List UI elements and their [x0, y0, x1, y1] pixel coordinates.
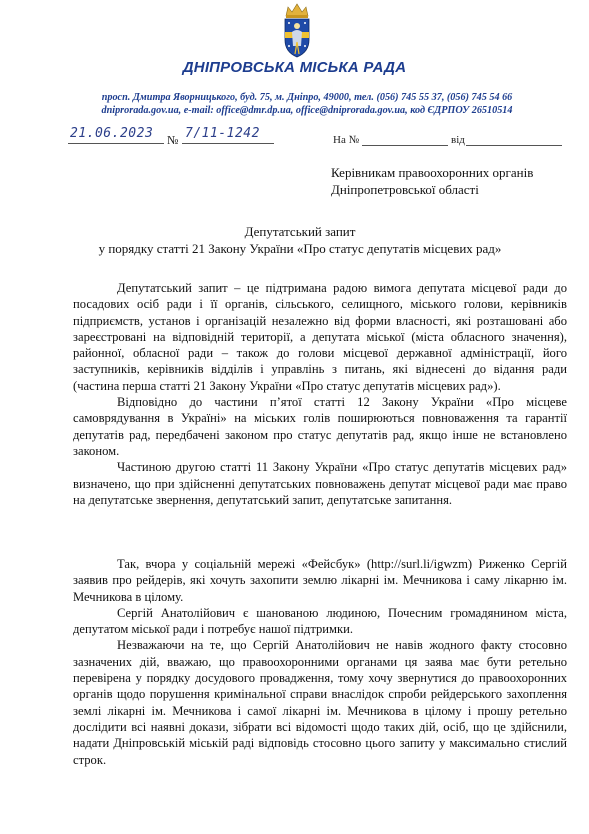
dnipro-coat-of-arms-icon — [280, 2, 314, 58]
recipient-line-1: Керівникам правоохоронних органів — [331, 165, 534, 180]
recipient-block — [331, 164, 571, 198]
organization-name: ДНІПРОВСЬКА МІСЬКА РАДА — [182, 59, 407, 76]
paragraph-6: Незважаючи на те, що Сергій Анатолійович не навів жодного факту стосовно зазначених дій, вважаю, що правоохоронними органами ця заява має бути ретельно перевірена у порядку досудового провадження, тому хочу звернутися до правоохоронних органів щодо порушення кримінальної справи внаслідок спроби рейдерського захоплення землі лікарні ім. Мечникова і самої лікарні ім. Мечникова в цілому і прошу ретельно дослідити всі наявні докази, зібрати всі відомості щодо таких дій, осіб, що це здійснили, надати Дніпровській міській раді відповідь стосовно цього запиту у максимально стислий строк. — [73, 638, 567, 767]
body-section-1 — [73, 280, 567, 508]
na-label: На № — [333, 134, 360, 146]
date-underline — [68, 143, 164, 144]
vid-date-line — [466, 145, 562, 146]
letter-date: 21.06.2023 — [70, 126, 154, 141]
letter-number: 7/11-1242 — [185, 126, 260, 141]
na-number-line — [362, 145, 448, 146]
address-line-1: просп. Дмитра Яворницького, буд. 75, м. Дніпро, 49000, тел. (056) 745 55 37, (056) 745 54 66 — [101, 92, 513, 103]
document-subtitle: у порядку статті 21 Закону України «Про статус депутатів місцевих рад» — [98, 241, 502, 256]
paragraph-5: Сергій Анатолійович є шанованою людиною, Почесним громадянином міста, депутатом міської ради і потребує нашої підтримки. — [73, 605, 567, 637]
paragraph-4: Так, вчора у соціальній мережі «Фейсбук» (http://surl.li/igwzm) Риженко Сергій заявив про рейдерів, які хочуть захопити землю лікарні ім. Мечникова і саму лікарню ім. Мечникова в цілому. — [73, 557, 567, 604]
paragraph-2: Відповідно до частини п’ятої статті 12 Закону України «Про місцеве самоврядування в Україні» на міських голів поширюються повноваження та гарантії депутатів рад, передбачені законом про статус депутатів рад, якщо інше не встановлено законом. — [73, 395, 567, 458]
paragraph-1: Депутатський запит – це підтримана радою вимога депутата місцевої ради до посадових осіб ради і її органів, сільського, селищного, міського голови, керівників підприємств, установ і організацій незалежно від форми власності, які розташовані або зареєстровані на відповідній території, а депутата міської (міста обласного значення), районної, обласної ради – також до голови місцевої державної адміністрації, його заступників, керівників відділів і управлінь з питань, які віднесені до відання ради (частина перша статті 21 Закону України «Про статус депутатів місцевих рад»). — [73, 281, 567, 393]
address-line-2: dniprorada.gov.ua, e-mail: office@dmr.dp.ua, office@dniprorada.gov.ua, код ЄДРПОУ 26510514 — [101, 105, 513, 116]
vid-label: від — [451, 134, 465, 146]
number-sign: № — [167, 133, 179, 147]
recipient-line-2: Дніпропетровської області — [331, 182, 479, 197]
document-title: Депутатський запит — [244, 224, 356, 239]
number-underline — [182, 143, 274, 144]
body-section-2 — [73, 556, 567, 768]
paragraph-3: Частиною другою статті 11 Закону України «Про статус депутатів місцевих рад» визначено, що при здійсненні депутатських повноважень депутат місцевої ради має право на депутатське звернення, депутатський запит, депутатське запитання. — [73, 460, 567, 507]
